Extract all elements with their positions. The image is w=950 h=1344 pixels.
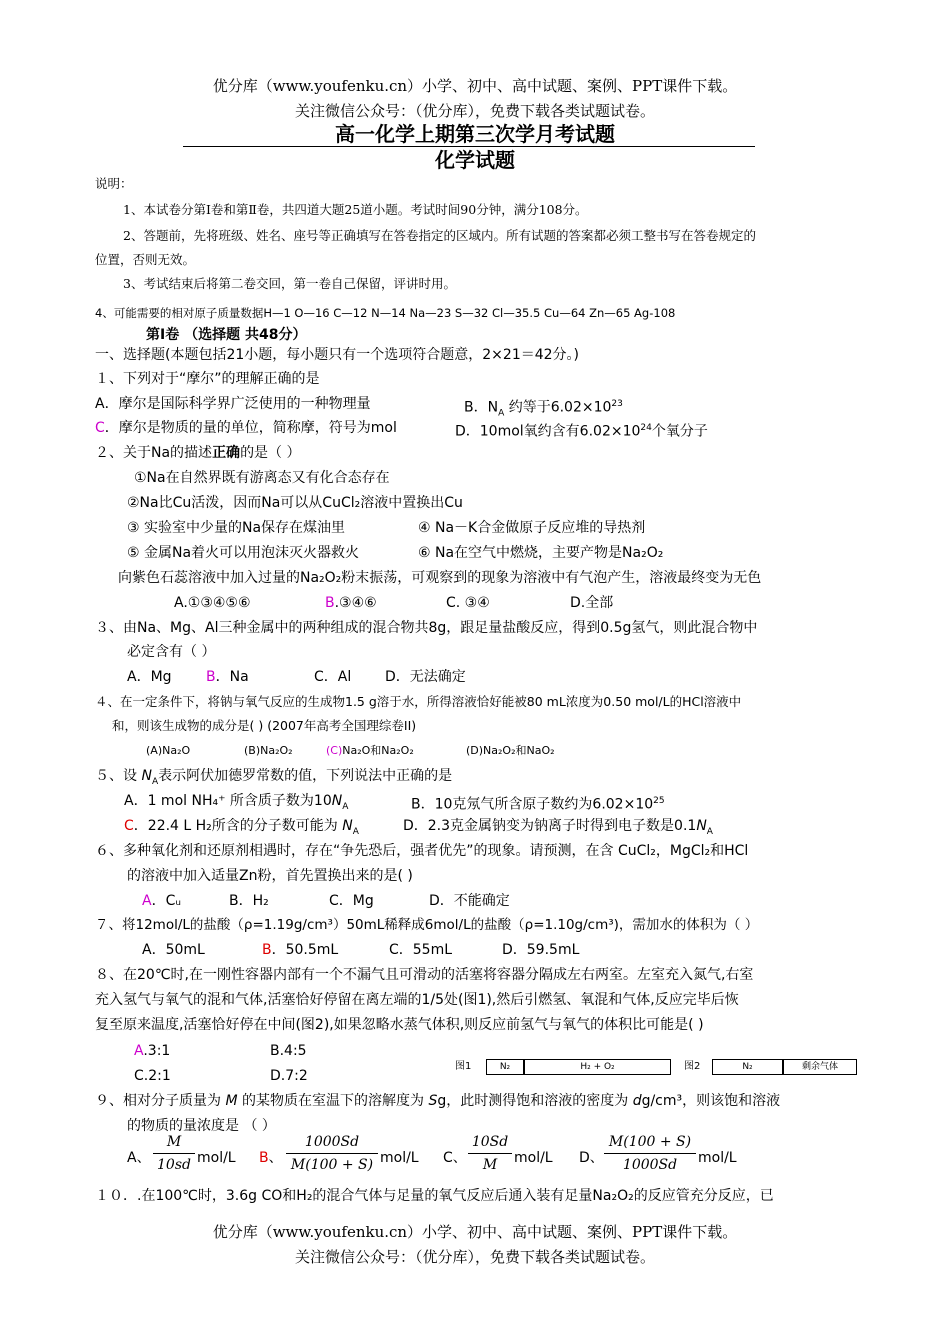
figure-2-right-chamber: 剩余气体 (801, 1062, 838, 1072)
q9-option-a-unit: mol/L (197, 1150, 236, 1166)
q5-option-d: D．2.3克金属钠变为钠离子时得到电子数是$0.1N_A$ (403, 818, 713, 837)
header-line-2: 关注微信公众号：（优分库），免费下载各类试题试卷。 (294, 102, 655, 120)
q9-option-d-unit: mol/L (698, 1150, 737, 1166)
q3-stem-2: 必定含有（ ） (127, 644, 216, 660)
q2-statement-5: ⑤ 金属Na着火可以用泡沫灭火器救火 (127, 545, 360, 561)
section-1-heading: 一、选择题(本题包括21小题，每小题只有一个选项符合题意，2×21＝42分。) (95, 347, 580, 363)
q5-stem: ５、设 $N_A$表示阿伏加德罗常数的值，下列说法中正确的是 (95, 768, 453, 787)
q4-option-a: (A)Na₂O (146, 744, 191, 757)
q7-option-b: B．50.5mL (262, 942, 339, 958)
answer-mark: (C) (326, 744, 343, 757)
figure-2-container (712, 1059, 857, 1075)
q8-stem-1: ８、在20℃时,在一刚性容器内部有一个不漏气且可滑动的活塞将容器分隔成左右两室。左室充入氮气,右室 (95, 967, 754, 983)
q2-statement-2: ②Na比Cu活泼，因而Na可以从CuCl₂溶液中置换出Cu (127, 495, 463, 511)
answer-mark: A (134, 1043, 144, 1059)
q9-option-d-fraction: $\frac{M(100 + S)}{1000Sd}$ (604, 1133, 696, 1174)
q3-option-a: A．Mg (127, 669, 172, 685)
notes-label: 说明： (95, 176, 133, 191)
q9-option-b-letter: B、 (259, 1150, 283, 1166)
q6-option-a: A．Cᵤ (142, 893, 182, 909)
answer-mark: B (325, 595, 335, 611)
answer-mark: B (259, 1150, 269, 1166)
q6-option-c: C．Mg (329, 893, 374, 909)
q9-stem-1: ９、相对分子质量为 M 的某物质在室温下的溶解度为 Sg，此时测得饱和溶液的密度为 dg/cm³，则该饱和溶液 (95, 1093, 781, 1109)
q7-option-c: C．55mL (389, 942, 453, 958)
q4-stem-2: 和，则该生成物的成分是( ) (2007年高考全国理综卷II) (112, 718, 417, 733)
q2-statement-4: ④ Na－K合金做原子反应堆的导热剂 (418, 520, 646, 536)
q8-option-d: D.7:2 (270, 1068, 308, 1084)
q1-option-d: D．10mol氧约含有$6.02\times 10^{24}$个氧分子 (455, 423, 708, 440)
q1-option-b: B．$N_A$ 约等于$6.02\times 10^{23}$ (464, 399, 623, 419)
q4-stem: ４、在一定条件下，将钠与氧气反应的生成物1.5 g溶于水，所得溶液恰好能被80 mL浓度为0.50 mol/L的HCl溶液中 (95, 694, 742, 709)
q9-option-a-letter: A、 (127, 1150, 151, 1166)
q5-option-c: C．22.4 L H₂所含的分子数可能为 $N_A$ (124, 818, 359, 837)
figure-1-container (486, 1059, 671, 1075)
note-2b: 位置，否则无效。 (95, 252, 196, 267)
q1-option-a: A．摩尔是国际科学界广泛使用的一种物理量 (95, 396, 371, 412)
q3-option-d: D．无法确定 (385, 669, 466, 685)
figure-1-right-chamber: H₂ + O₂ (580, 1062, 615, 1072)
q2-option-a: A.①③④⑤⑥ (174, 595, 251, 611)
note-4: 4、可能需要的相对原子质量数据H—1 O—16 C—12 N—14 Na—23 S—32 Cl—35.5 Cu—64 Zn—65 Ag-108 (95, 306, 676, 320)
q2-statement-1: ①Na在自然界既有游离态又有化合态存在 (134, 470, 390, 486)
exam-subtitle: 化学试题 (435, 148, 515, 172)
q9-option-c-fraction: $\frac{10Sd}{M}$ (468, 1133, 512, 1174)
q2-stem: ２、关于Na的描述正确的是（ ） (95, 445, 301, 461)
q7-stem: ７、将12mol/L的盐酸（ρ=1.19g/cm³）50mL稀释成6mol/L的盐酸（ρ=1.10g/cm³)，需加水的体积为（ ） (95, 917, 759, 933)
q2-option-c: C. ③④ (446, 595, 490, 611)
part1-heading: 第Ⅰ卷 （选择题 共48分） (146, 327, 307, 343)
answer-mark: C (95, 420, 105, 436)
q7-option-a: A．50mL (142, 942, 205, 958)
q8-option-a: A.3:1 (134, 1043, 171, 1059)
q4-option-c: (C)Na₂O和Na₂O₂ (326, 744, 414, 757)
note-1: 1、本试卷分第Ⅰ卷和第Ⅱ卷，共四道大题25道小题。考试时间90分钟，满分108分。 (123, 202, 588, 217)
q9-option-c-unit: mol/L (514, 1150, 553, 1166)
figure-2-left-chamber: N₂ (713, 1060, 784, 1074)
note-2a: 2、答题前，先将班级、姓名、座号等正确填写在答卷指定的区域内。所有试题的答案都必须工整书写在答卷规定的 (123, 228, 756, 243)
answer-mark: B (262, 942, 272, 958)
q7-option-d: D．59.5mL (502, 942, 580, 958)
q4-option-b: (B)Na₂O₂ (244, 744, 293, 757)
q6-option-d: D．不能确定 (429, 893, 510, 909)
footer-line-1: 优分库（www.youfenku.cn）小学、初中、高中试题、案例、PPT课件下载。 (212, 1223, 738, 1241)
figure-1-left-chamber: N₂ (487, 1060, 525, 1074)
figure-2-label: 图2 (684, 1061, 701, 1072)
answer-mark: A (142, 893, 152, 909)
q10-stem: １０．.在100℃时，3.6g CO和H₂的混合气体与足量的氧气反应后通入装有足量Na₂O₂的反应管充分反应，已 (95, 1188, 774, 1204)
q8-stem-2: 充入氢气与氧气的混和气体,活塞恰好停留在离左端的1/5处(图1),然后引燃氢、氧混和气体,反应完毕后恢 (95, 992, 739, 1008)
q9-stem-2: 的物质的量浓度是 （ ） (127, 1118, 276, 1134)
q9-option-b-unit: mol/L (380, 1150, 419, 1166)
figure-1-label: 图1 (455, 1061, 472, 1072)
q9-option-d-letter: D、 (579, 1150, 604, 1166)
q8-option-b: B.4:5 (270, 1043, 307, 1059)
q2-statement-6: ⑥ Na在空气中燃烧，主要产物是Na₂O₂ (418, 545, 664, 561)
q4-option-d: (D)Na₂O₂和NaO₂ (466, 744, 555, 757)
q2-option-d: D.全部 (570, 595, 614, 611)
q2-option-b: B.③④⑥ (325, 595, 377, 611)
q9-option-c-letter: C、 (443, 1150, 467, 1166)
q1-option-c: C．摩尔是物质的量的单位，简称摩，符号为mol (95, 420, 397, 436)
note-3: 3、考试结束后将第二卷交回，第一卷自己保留，评讲时用。 (123, 276, 456, 291)
q3-option-c: C．Al (314, 669, 352, 685)
q5-option-b: B．10克氖气所含原子数约为$6.02\times 10^{25}$ (411, 796, 665, 813)
q2-statement-3: ③ 实验室中少量的Na保存在煤油里 (127, 520, 346, 536)
q8-option-c: C.2:1 (134, 1068, 171, 1084)
q6-stem: ６、多种氧化剂和还原剂相遇时，存在“争先恐后，强者优先”的现象。请预测，在含 CuCl₂，MgCl₂和HCl (95, 843, 749, 859)
q2-statement-7: 向紫色石蕊溶液中加入过量的Na₂O₂粉末振荡，可观察到的现象为溶液中有气泡产生，溶液最终变为无色 (118, 570, 762, 586)
q9-option-a-fraction: $\frac{M}{10sd}$ (153, 1133, 195, 1174)
q5-option-a: A．1 mol NH₄⁺ 所含质子数为$10N_A$ (124, 793, 349, 812)
q1-stem: １、下列对于“摩尔”的理解正确的是 (95, 371, 320, 387)
q6-option-b: B．H₂ (229, 893, 269, 909)
exam-title: 高一化学上期第三次学月考试题 (335, 122, 615, 146)
q3-stem: ３、由Na、Mg、Al三种金属中的两种组成的混合物共8g，跟足量盐酸反应，得到0.5g氢气，则此混合物中 (95, 620, 758, 636)
answer-mark: B (206, 669, 216, 685)
q3-option-b: B．Na (206, 669, 249, 685)
q9-option-b-fraction: $\frac{1000Sd}{M(100 + S)}$ (286, 1133, 378, 1174)
q6-stem-2: 的溶液中加入适量Zn粉，首先置换出来的是( ) (127, 868, 413, 884)
answer-mark: C (124, 818, 134, 834)
header-line-1: 优分库（www.youfenku.cn）小学、初中、高中试题、案例、PPT课件下载。 (212, 77, 738, 95)
footer-line-2: 关注微信公众号：（优分库），免费下载各类试题试卷。 (294, 1248, 655, 1266)
q8-stem-3: 复至原来温度,活塞恰好停在中间(图2),如果忽略水蒸气体积,则反应前氢气与氧气的体积比可能是( ) (95, 1017, 704, 1033)
